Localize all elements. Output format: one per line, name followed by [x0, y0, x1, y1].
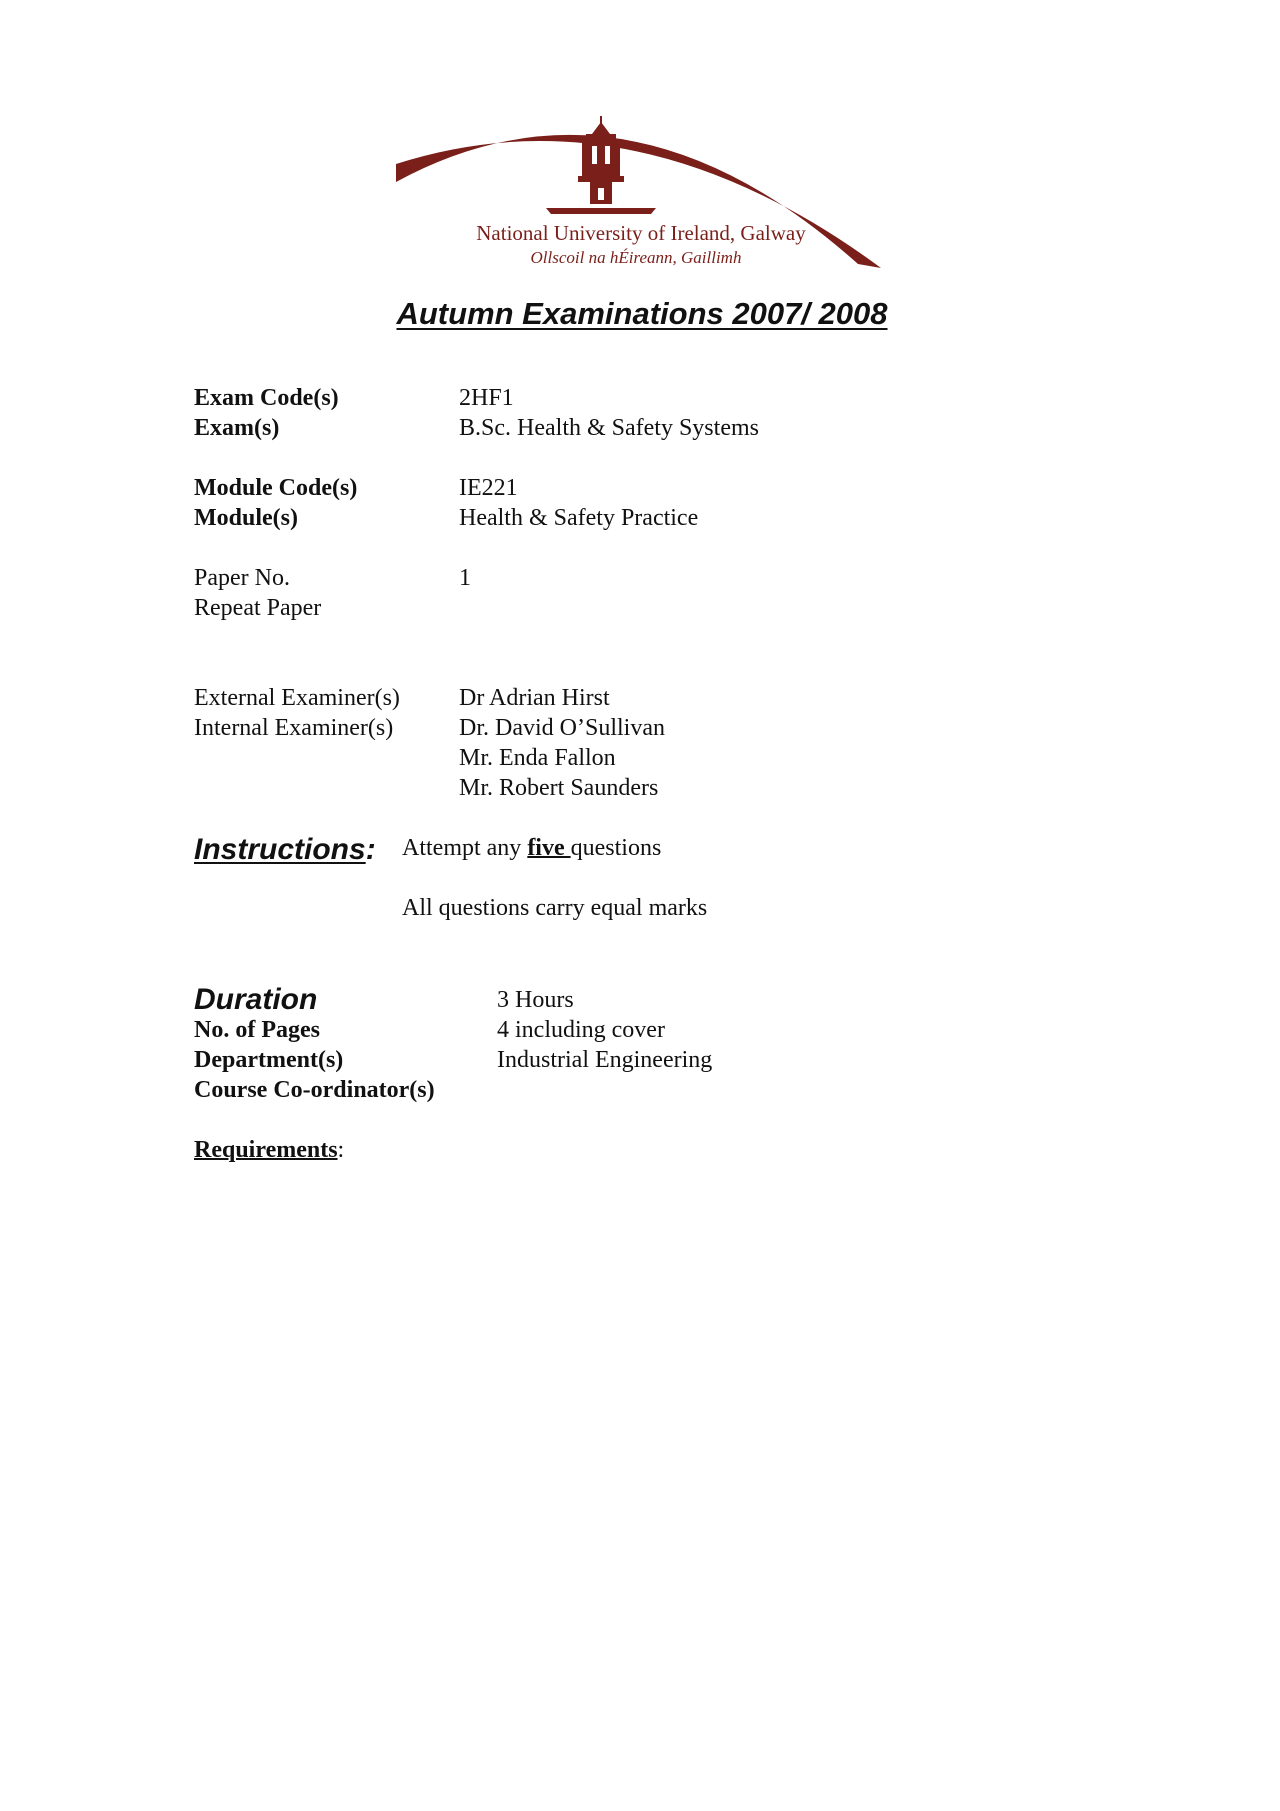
exam-title: Autumn Examinations 2007/ 2008	[396, 296, 888, 331]
department-label: Department(s)	[194, 1047, 344, 1073]
internal-examiner-value: Dr. David O’Sullivan	[459, 715, 665, 741]
module-value: Health & Safety Practice	[459, 505, 699, 531]
instructions-emphasis: five	[527, 835, 571, 861]
exam-label: Exam(s)	[194, 415, 280, 441]
exam-code-value: 2HF1	[459, 385, 514, 411]
module-code-value: IE221	[459, 475, 518, 501]
module-label: Module(s)	[194, 505, 298, 531]
paper-no-value: 1	[459, 565, 471, 591]
module-code-label: Module Code(s)	[194, 475, 358, 501]
repeat-paper-label: Repeat Paper	[194, 595, 322, 621]
coordinator-label: Course Co-ordinator(s)	[194, 1077, 435, 1103]
external-examiner-value: Dr Adrian Hirst	[459, 685, 610, 711]
logo-text-irish: Ollscoil na hÉireann, Gaillimh	[530, 248, 742, 267]
internal-examiner-value: Mr. Enda Fallon	[459, 745, 616, 771]
duration-value: 3 Hours	[497, 987, 574, 1013]
internal-examiner-value: Mr. Robert Saunders	[459, 775, 659, 801]
university-logo	[396, 112, 886, 272]
pages-label: No. of Pages	[194, 1017, 320, 1043]
requirements-label: Requirements	[194, 1137, 338, 1163]
requirements-colon: :	[337, 1137, 345, 1163]
pages-value: 4 including cover	[497, 1017, 665, 1043]
exam-code-label: Exam Code(s)	[194, 385, 339, 411]
instructions-line-2: All questions carry equal marks	[402, 895, 708, 921]
instructions-heading	[194, 833, 376, 867]
exam-value: B.Sc. Health & Safety Systems	[459, 415, 759, 441]
instructions-line-1-post: questions	[570, 835, 662, 861]
external-examiner-label: External Examiner(s)	[194, 685, 400, 711]
instructions-label: Instructions	[194, 833, 366, 866]
logo-text-english: National University of Ireland, Galway	[476, 221, 806, 245]
instructions-line-1-pre: Attempt any	[402, 835, 528, 861]
university-crest-image	[396, 112, 886, 272]
internal-examiner-label: Internal Examiner(s)	[194, 715, 394, 741]
requirements-heading	[194, 1135, 344, 1165]
instructions-colon: :	[365, 833, 376, 866]
department-value: Industrial Engineering	[497, 1047, 713, 1073]
duration-label: Duration	[194, 983, 318, 1016]
paper-no-label: Paper No.	[194, 565, 290, 591]
instructions-line-1	[402, 833, 661, 863]
